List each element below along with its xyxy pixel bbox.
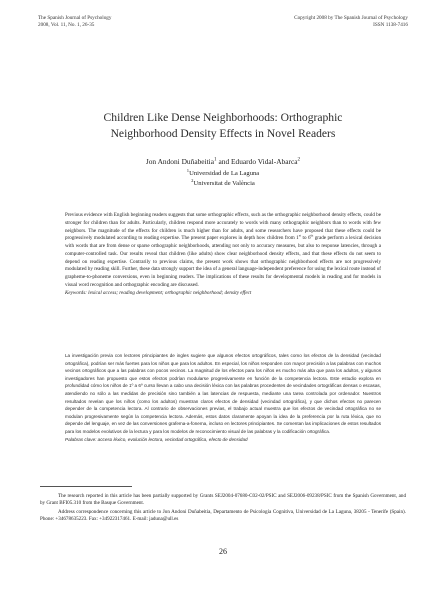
affiliation-2 — [40, 177, 406, 188]
abstract-en-text-b: to 6 — [301, 235, 311, 242]
author-2-affil-mark: 2 — [297, 156, 301, 163]
abstract-en-sup-sixth: th — [310, 233, 314, 238]
author-1: Jon Andoni Duñabeitia — [145, 157, 215, 166]
author-conjunction: and — [218, 157, 230, 166]
footnotes — [40, 493, 406, 525]
issn-line: ISSN 1138-7416 — [373, 22, 408, 28]
affiliation-2-name: Universitat de València — [193, 180, 255, 187]
abstract-es-text: La investigación previa con lectores principiantes de ingles sugiere que algunos efectos ortográficos, tales como los efectos de la densidad (vecindad ortográfica), podrían ser más fuertes para los niños que para los adultos. En especial, los niños responden con mayor precisión a las palabras con muchos vecinos ortográficos que a las palabras con pocos vecinos. La magnitud de los efectos para los niños es mucho más alta que para los adultos, y algunos investigadores han propuesto que estos efectos podrían modularse progresivamente en función de la competencia lectora. Este estudio explora en profundidad cómo los niños de 1º a 6º curso llevan a cabo una decisión léxica con las palabras procedentes de vecindades ortográficas densas o escasas, atendiendo no sólo a las medidas de precisión sino también a las latencias de respuesta, mediante una tarea controlada por ordenador. Nuestros resultados revelan que los niños (como los adultos) muestran claros efectos de densidad (vecindad ortográfica), y que dichos efectos no parecen depender de la competencia lectora. Al contrario de observaciones previas, el trabajo actual muestra que los efectos de vecindad ortográfica no se modulan progresivamente según la competencia lectora. Además, estos datos claramente apoyan la idea de la preferencia por la ruta léxica, que no depende del lenguaje, en vez de las conversiones grafema-a-fonema, incluso en lectores principiantes. Se comentan las implicaciones de estos resultados para los modelos evolutivos de la lectura y para los modelos de reconocimiento visual de las palabras y la codificación ortográfica. — [65, 353, 381, 434]
abstract-english — [65, 212, 381, 297]
author-1-affil-mark: 1 — [214, 156, 217, 163]
article-title — [40, 110, 406, 142]
running-header-right — [294, 15, 408, 29]
abstract-spanish — [65, 352, 381, 443]
abstract-en-sup-first: st — [298, 233, 302, 238]
abstract-en-text-c: grade perform a lexical decision with words that are from dense or sparse orthographic neighborhoods, attending not only to accuracy measures, but also to response latencies, through a computer-controlled task. Our results reveal that children (like adults) show clear neighborhood density effects, and that these effects do not seem to depend on reading expertise. Contrarily to previous claims, the present work shows that orthographic neighborhood effects are not progressively modulated by reading skill. Further, these data strongly support the idea of a general language-independent preference for using the lexical route instead of grapheme-to-phoneme conversions, even in beginning readers. The implications of these results for developmental models in reading and for models in visual word recognition and orthographic encoding are discussed. — [65, 235, 381, 288]
footnote-divider — [40, 486, 132, 487]
affiliation-2-mark: 2 — [191, 177, 194, 183]
journal-citation: 2008, Vol. 11, No. 1, 26-35 — [38, 22, 95, 28]
abstract-en-keywords: Keywords: lexical access; reading development; orthographic neighborhood; density effect — [65, 289, 252, 296]
affiliation-1 — [40, 167, 406, 178]
copyright-line: Copyright 2008 by The Spanish Journal of Psychology — [294, 15, 408, 21]
footnote-correspondence: Address correspondence concerning this article to Jon Andoni Duñabeitia, Departamento de Psicología Cognitiva, Universidad de La Laguna, 38205 - Tenerife (Spain). Phone: +34678635223. Fax: +34922317461. E-mail: jaduna@ull.es — [40, 508, 406, 523]
affiliation-1-name: Universidad de La Laguna — [189, 170, 260, 177]
abstract-es-keywords: Palabras clave: acceso léxico, evolución lectora, vecindad ortográfica, efecto de densidad — [65, 436, 248, 442]
footnote-funding: The research reported in this article has been partially supported by Grants SEJ2004-07680-C02-02/PSIC and SEJ2006-09238/PSIC from the Spanish Government, and by Grant BFI05.310 from the Basque Government. — [40, 493, 406, 507]
running-header-left — [38, 15, 111, 29]
page-number: 26 — [219, 547, 227, 556]
author-line — [40, 157, 406, 167]
title-line-1: Children Like Dense Neighborhoods: Orthographic — [103, 111, 343, 124]
journal-name: The Spanish Journal of Psychology — [38, 15, 112, 21]
affiliation-1-mark: 1 — [186, 167, 190, 173]
title-line-2: Neighborhood Density Effects in Novel Readers — [110, 127, 336, 140]
author-2: Eduardo Vidal-Abarca — [231, 157, 298, 166]
abstract-en-text-a: Previous evidence with English beginning readers suggests that some orthographic effects, such as the orthographic neighborhood density effects, could be stronger for children than for adults. Particularly, children respond more accurately to words with many orthographic neighbors than to words with few neighbors. The magnitude of the effects for children is much higher than for adults, and some researchers have proposed that these effects could be progressively modulated according to reading expertise. The present paper explores in depth how children from 1 — [65, 212, 381, 242]
